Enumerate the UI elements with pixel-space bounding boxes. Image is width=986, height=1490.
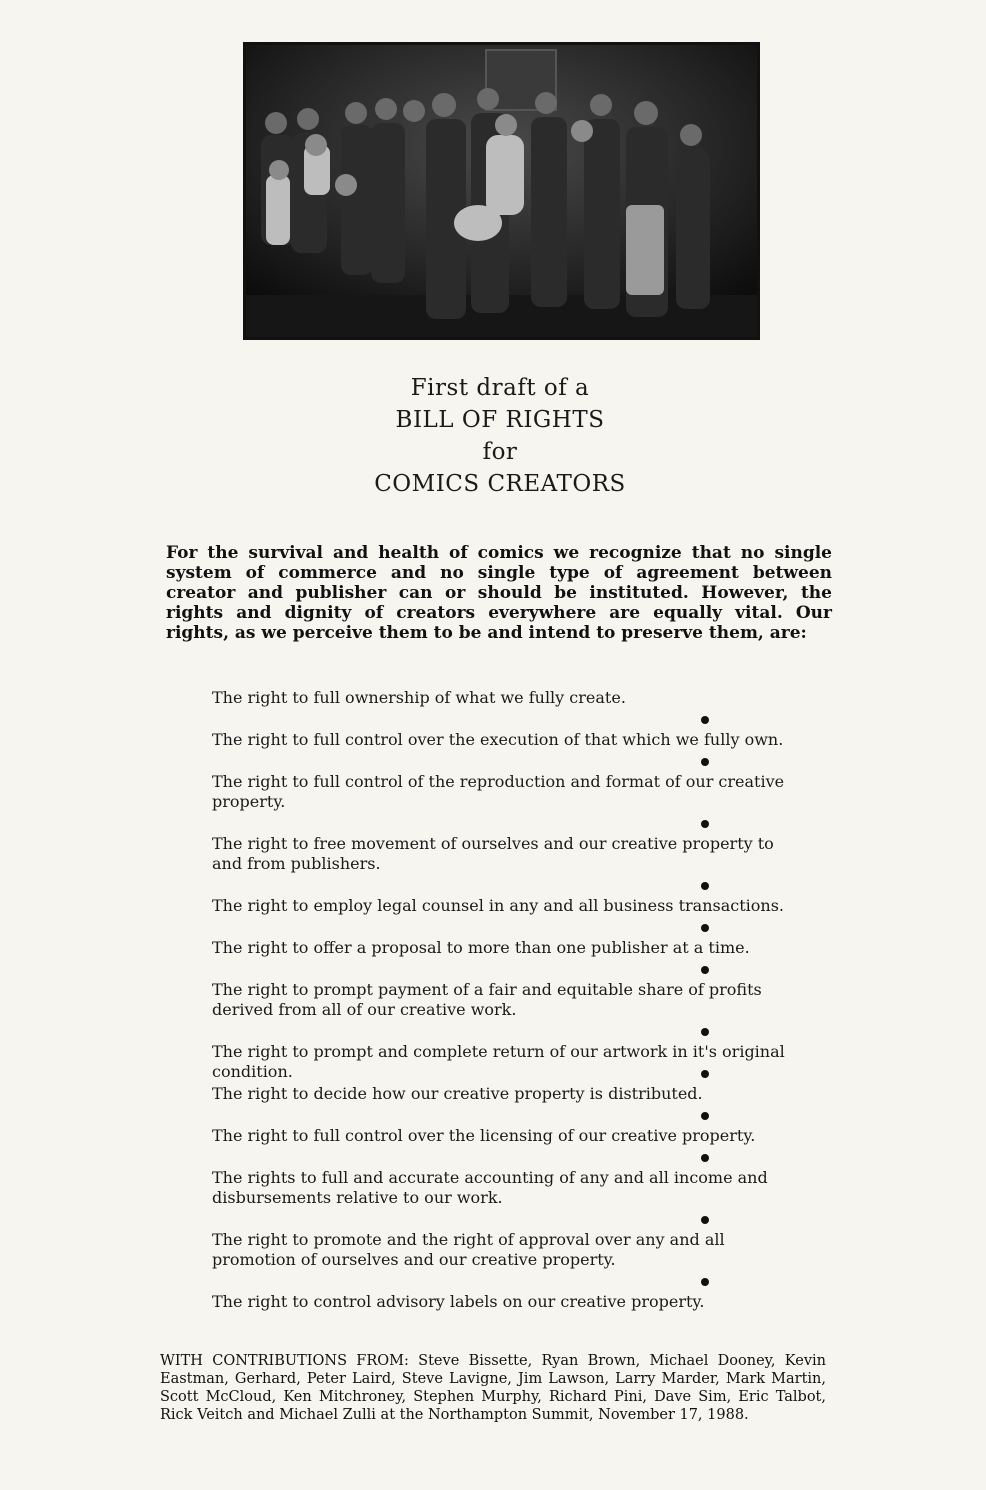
document-title	[300, 372, 700, 500]
bullet-separator	[701, 1070, 709, 1078]
title-line-3: for	[482, 439, 518, 465]
group-photo	[243, 42, 760, 340]
bullet-separator	[701, 820, 709, 828]
right-item-11: The rights to full and accurate accounting of any and all income and disbursements relative to our work.	[212, 1168, 768, 1207]
bullet-separator	[701, 1112, 709, 1120]
bullet-separator	[701, 716, 709, 724]
right-item-1: The right to full ownership of what we fully create.	[212, 688, 626, 707]
right-item-10: The right to full control over the licensing of our creative property.	[212, 1126, 756, 1145]
right-item-4: The right to free movement of ourselves and our creative property to and from publishers.	[212, 834, 774, 873]
bullet-separator	[701, 1278, 709, 1286]
bullet-separator	[701, 1154, 709, 1162]
right-item-5: The right to employ legal counsel in any and all business transactions.	[212, 896, 784, 915]
title-line-1: First draft of a	[410, 375, 590, 401]
bullet-separator	[701, 758, 709, 766]
right-item-3: The right to full control of the reproduction and format of our creative property.	[212, 772, 785, 811]
right-item-6: The right to offer a proposal to more than one publisher at a time.	[212, 938, 750, 957]
title-line-4: COMICS CREATORS	[374, 471, 626, 497]
bullet-separator	[701, 1216, 709, 1224]
right-item-12: The right to promote and the right of approval over any and all promotion of ourselves and our creative property.	[212, 1230, 725, 1269]
title-line-2: BILL OF RIGHTS	[395, 407, 605, 433]
right-item-13: The right to control advisory labels on our creative property.	[212, 1292, 705, 1311]
bullet-separator	[701, 882, 709, 890]
bullet-separator	[701, 966, 709, 974]
right-item-2: The right to full control over the execution of that which we fully own.	[212, 730, 784, 749]
intro-paragraph: For the survival and health of comics we recognize that no single system of commerce and no single type of agreement between creator and publisher can or should be instituted. However, the rights and dignity of creators everywhere are equally vital. Our rights, as we perceive them to be and intend to preserve them, are:	[166, 543, 832, 643]
right-item-9: The right to decide how our creative property is distributed.	[212, 1084, 703, 1103]
contributors-credits: WITH CONTRIBUTIONS FROM: Steve Bissette, Ryan Brown, Michael Dooney, Kevin Eastman, Gerhard, Peter Laird, Steve Lavigne, Jim Lawson, Larry Marder, Mark Martin, Scott McCloud, Ken Mitchroney, Stephen Murphy, Richard Pini, Dave Sim, Eric Talbot, Rick Veitch and Michael Zulli at the Northampton Summit, November 17, 1988.	[160, 1353, 826, 1423]
bullet-separator	[701, 924, 709, 932]
bullet-separator	[701, 1028, 709, 1036]
right-item-8: The right to prompt and complete return of our artwork in it's original condition.	[212, 1042, 785, 1081]
right-item-7: The right to prompt payment of a fair and equitable share of profits derived from all of our creative work.	[212, 980, 762, 1019]
group-photo-image	[246, 45, 757, 337]
